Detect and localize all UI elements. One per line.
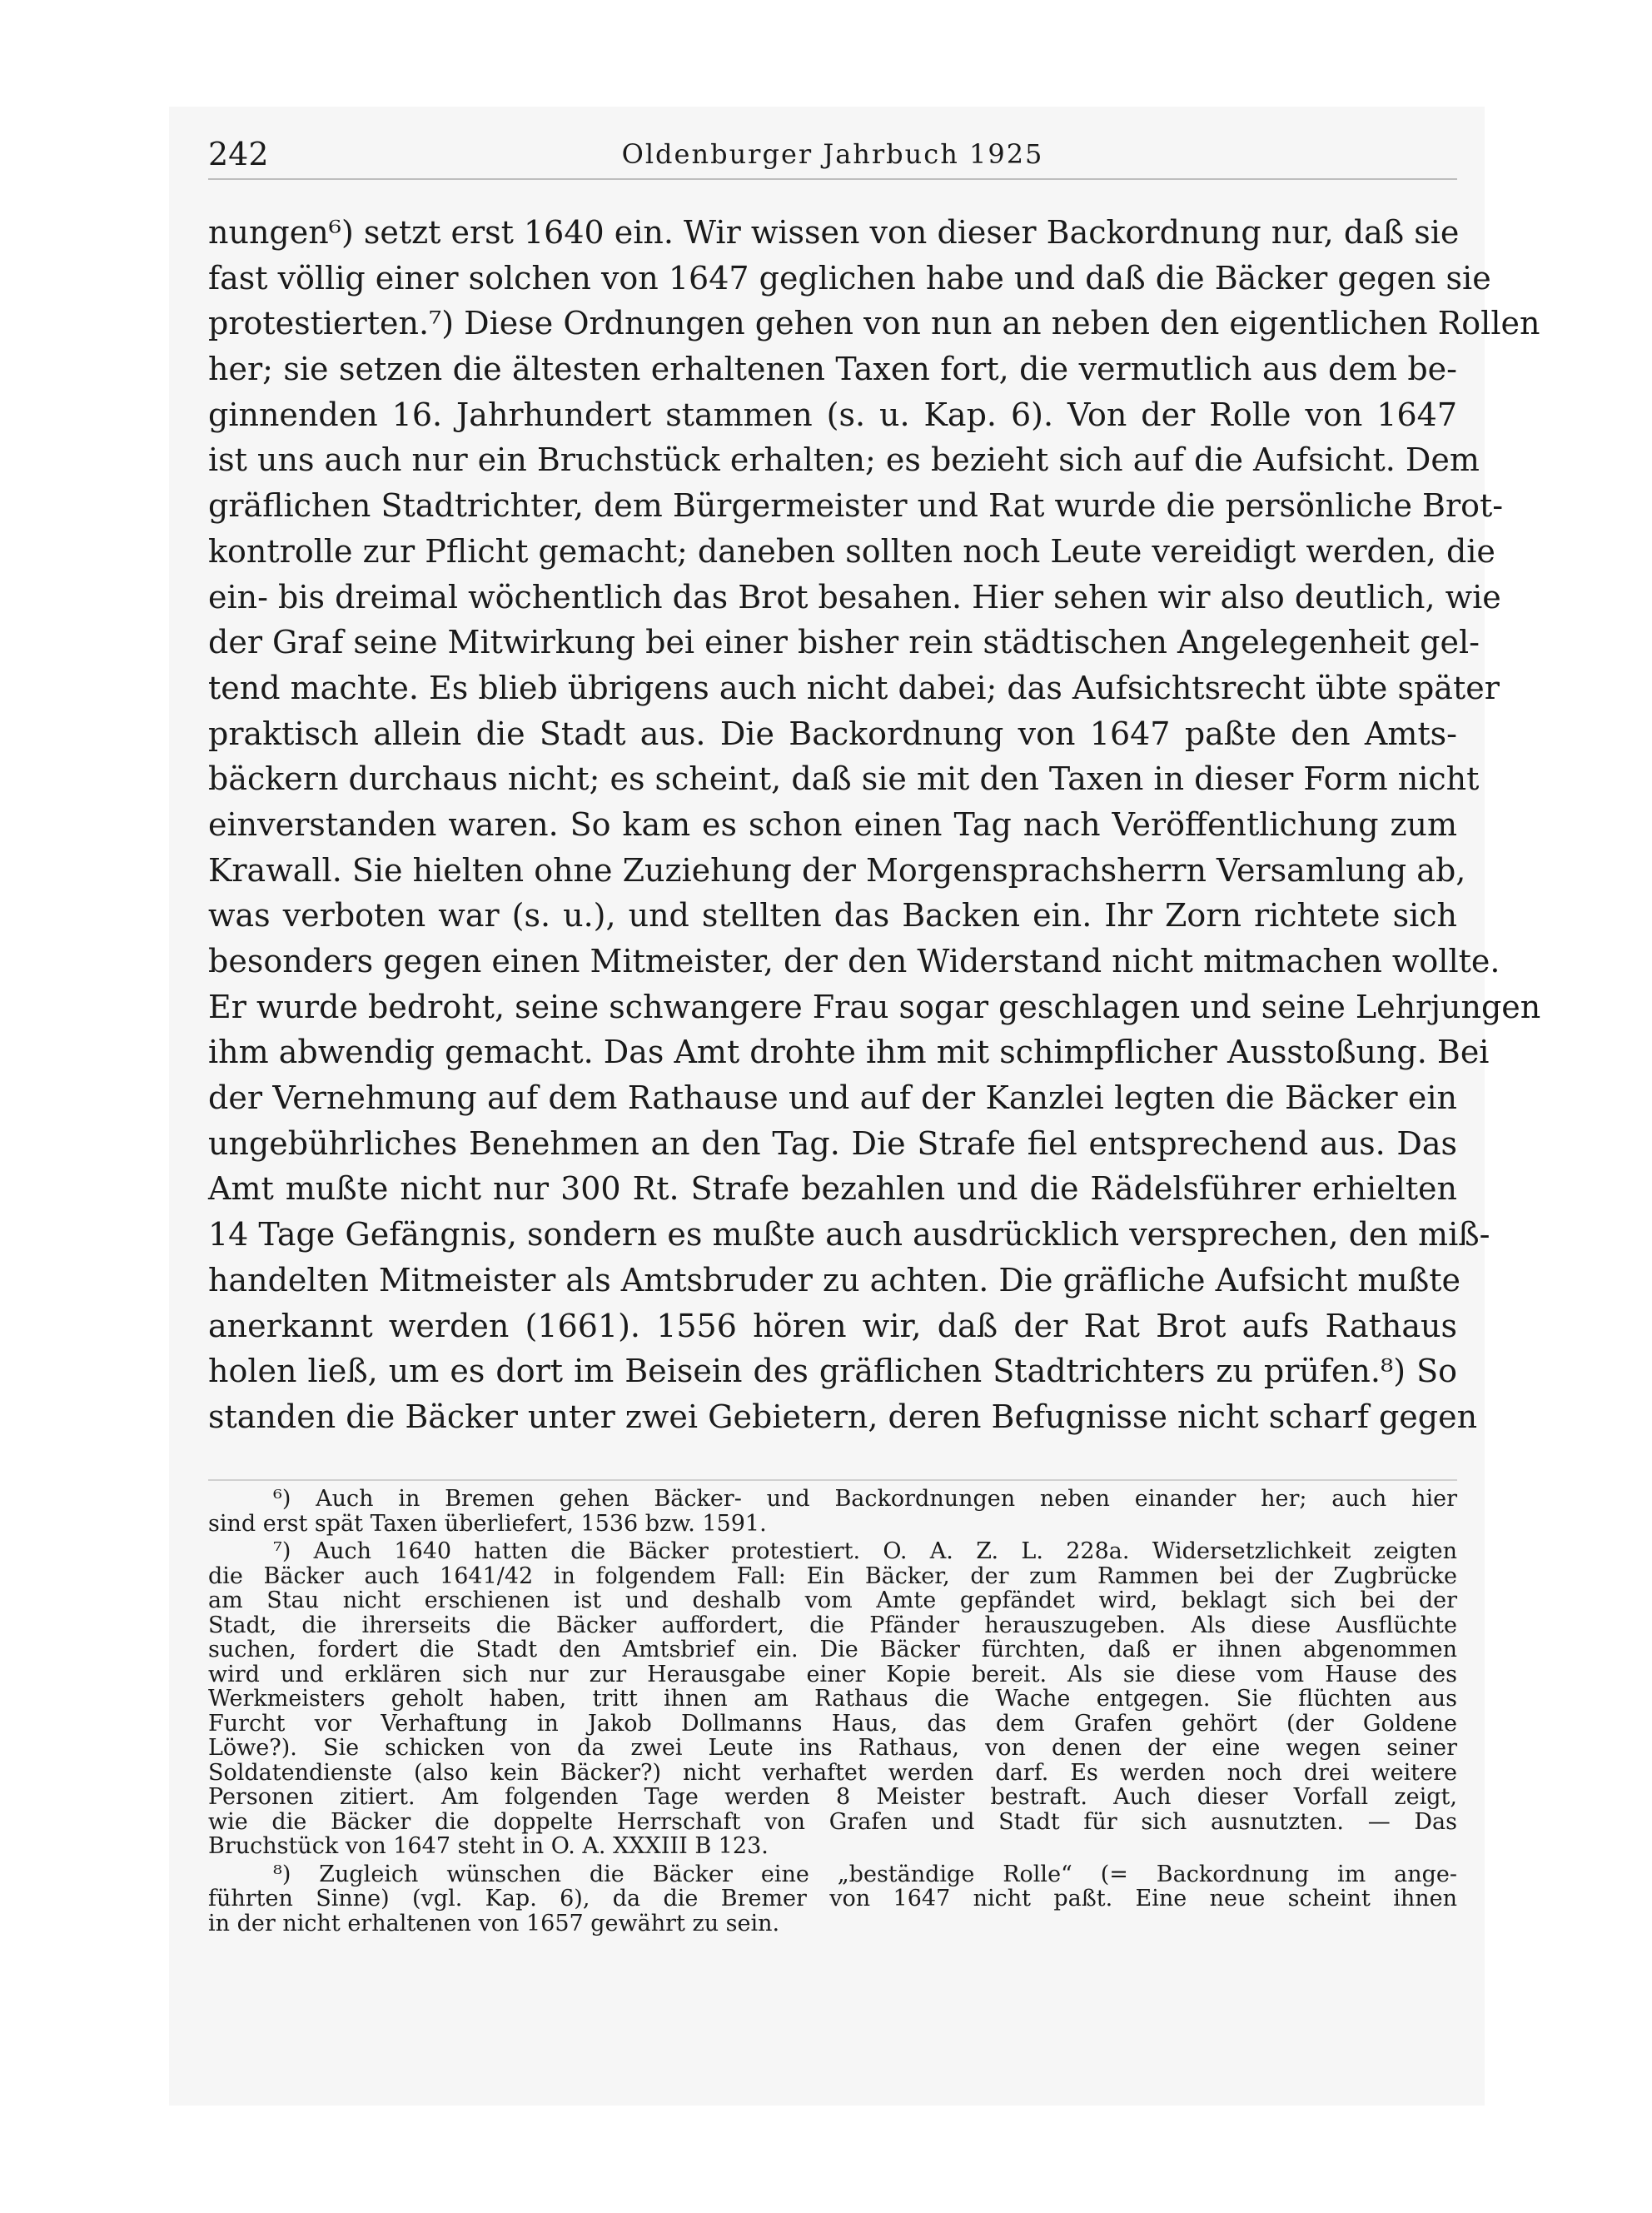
footnote-line: am Stau nicht erschienen ist und deshalb vom Amte gepfändet wird, beklagt sich bei der <box>208 1587 1457 1613</box>
footnote-line: führten Sinne) (vgl. Kap. 6), da die Bremer von 1647 nicht paßt. Eine neue scheint ihnen <box>208 1886 1457 1911</box>
body-line: ein- bis dreimal wöchentlich das Brot besahen. Hier sehen wir also deutlich, wie <box>208 578 1501 616</box>
footnote-line: Löwe?). Sie schicken von da zwei Leute ins Rathaus, von denen der eine wegen seiner <box>208 1735 1457 1761</box>
header-rule <box>208 178 1457 180</box>
body-line: Krawall. Sie hielten ohne Zuziehung der Morgensprachsherrn Versamlung ab, <box>208 851 1466 889</box>
footnote-line: ⁷) Auch 1640 hatten die Bäcker protestiert. O. A. Z. L. 228a. Widersetzlichkeit zeigten <box>273 1538 1457 1564</box>
body-line: holen ließ, um es dort im Beisein des gräflichen Stadtrichters zu prüfen.⁸) So <box>208 1353 1457 1390</box>
page-header <box>208 133 1457 175</box>
body-line: Amt mußte nicht nur 300 Rt. Strafe bezahlen und die Rädelsführer erhielten <box>208 1170 1457 1208</box>
footnote-line: sind erst spät Taxen überliefert, 1536 bzw. 1591. <box>208 1510 767 1537</box>
body-line: besonders gegen einen Mitmeister, der den Widerstand nicht mitmachen wollte. <box>208 943 1500 979</box>
body-line: der Vernehmung auf dem Rathause und auf der Kanzlei legten die Bäcker ein <box>208 1079 1457 1117</box>
footnote-line: die Bäcker auch 1641/42 in folgendem Fall: Ein Bäcker, der zum Rammen bei der Zugbrücke <box>208 1563 1457 1589</box>
body-line: kontrolle zur Pflicht gemacht; daneben sollten noch Leute vereidigt werden, die <box>208 532 1495 570</box>
footnote-line: wie die Bäcker die doppelte Herrschaft von Grafen und Stadt für sich ausnutzten. — Das <box>208 1808 1457 1835</box>
page-number: 242 <box>208 136 269 172</box>
footnote-rule <box>208 1479 1457 1481</box>
footnote-line: ⁸) Zugleich wünschen die Bäcker eine „beständige Rolle“ (= Backordnung im ange- <box>273 1861 1457 1887</box>
body-text <box>208 210 1541 1440</box>
body-line: protestierten.⁷) Diese Ordnungen gehen von nun an neben den eigentlichen Rollen <box>208 305 1540 342</box>
body-line: gräflichen Stadtrichter, dem Bürgermeister und Rat wurde die persönliche Brot- <box>208 487 1504 525</box>
body-line: Er wurde bedroht, seine schwangere Frau sogar geschlagen und seine Lehrjungen <box>208 988 1541 1025</box>
footnote-line: Soldatendienste (also kein Bäcker?) nicht verhaftet werden darf. Es werden noch drei weitere <box>208 1759 1457 1786</box>
body-line: nungen⁶) setzt erst 1640 ein. Wir wissen von dieser Backordnung nur, daß sie <box>208 214 1460 251</box>
body-line: 14 Tage Gefängnis, sondern es mußte auch ausdrücklich versprechen, den miß- <box>208 1216 1490 1254</box>
body-line: anerkannt werden (1661). 1556 hören wir, daß der Rat Brot aufs Rathaus <box>208 1307 1457 1344</box>
body-line: handelten Mitmeister als Amtsbruder zu achten. Die gräfliche Aufsicht mußte <box>208 1261 1460 1298</box>
body-line: ist uns auch nur ein Bruchstück erhalten; es bezieht sich auf die Aufsicht. Dem <box>208 441 1480 479</box>
body-line: fast völlig einer solchen von 1647 geglichen habe und daß die Bäcker gegen sie <box>208 259 1491 297</box>
body-line: ihm abwendig gemacht. Das Amt drohte ihm mit schimpflicher Ausstoßung. Bei <box>208 1034 1490 1071</box>
footnote-line: Personen zitiert. Am folgenden Tage werden 8 Meister bestraft. Auch dieser Vorfall zeigt, <box>208 1784 1457 1810</box>
footnote <box>208 1539 1457 1859</box>
footnotes <box>208 1487 1457 1936</box>
body-line: einverstanden waren. So kam es schon einen Tag nach Veröffentlichung zum <box>208 805 1457 843</box>
footnote-line: Stadt, die ihrerseits die Bäcker auffordert, die Pfänder herauszugeben. Als diese Ausflüchte <box>208 1612 1457 1638</box>
body-line: tend machte. Es blieb übrigens auch nicht dabei; das Aufsichtsrecht übte später <box>208 669 1500 706</box>
body-line: ginnenden 16. Jahrhundert stammen (s. u. Kap. 6). Von der Rolle von 1647 <box>208 396 1457 433</box>
body-line: was verboten war (s. u.), und stellten das Backen ein. Ihr Zorn richtete sich <box>208 897 1457 935</box>
body-line: her; sie setzen die ältesten erhaltenen Taxen fort, die vermutlich aus dem be- <box>208 351 1457 388</box>
footnote-line: Bruchstück von 1647 steht in O. A. XXXIII B 123. <box>208 1833 769 1859</box>
footnote-line: in der nicht erhaltenen von 1657 gewährt zu sein. <box>208 1910 780 1936</box>
footnote-line: suchen, fordert die Stadt den Amtsbrief ein. Die Bäcker fürchten, daß er ihnen abgenommen <box>208 1637 1457 1662</box>
running-title: Oldenburger Jahrbuch 1925 <box>621 138 1044 170</box>
body-line: praktisch allein die Stadt aus. Die Backordnung von 1647 paßte den Amts- <box>208 715 1457 752</box>
body-line: der Graf seine Mitwirkung bei einer bisher rein städtischen Angelegenheit gel- <box>208 624 1480 661</box>
footnote-line: Werkmeisters geholt haben, tritt ihnen am Rathaus die Wache entgegen. Sie flüchten aus <box>208 1686 1457 1712</box>
body-line: bäckern durchaus nicht; es scheint, daß sie mit den Taxen in dieser Form nicht <box>208 760 1480 798</box>
footnote-line: wird und erklären sich nur zur Herausgabe einer Kopie bereit. Als sie diese vom Hause des <box>208 1661 1457 1687</box>
body-line: ungebührliches Benehmen an den Tag. Die Strafe fiel entsprechend aus. Das <box>208 1124 1457 1162</box>
footnote-line: Furcht vor Verhaftung in Jakob Dollmanns Haus, das dem Grafen gehört (der Goldene <box>208 1710 1457 1737</box>
footnote-line: ⁶) Auch in Bremen gehen Bäcker- und Backordnungen neben einander her; auch hier <box>273 1486 1457 1512</box>
footnote <box>208 1862 1457 1936</box>
body-line: standen die Bäcker unter zwei Gebietern, deren Befugnisse nicht scharf gegen <box>208 1398 1478 1435</box>
footnote <box>208 1487 1457 1536</box>
